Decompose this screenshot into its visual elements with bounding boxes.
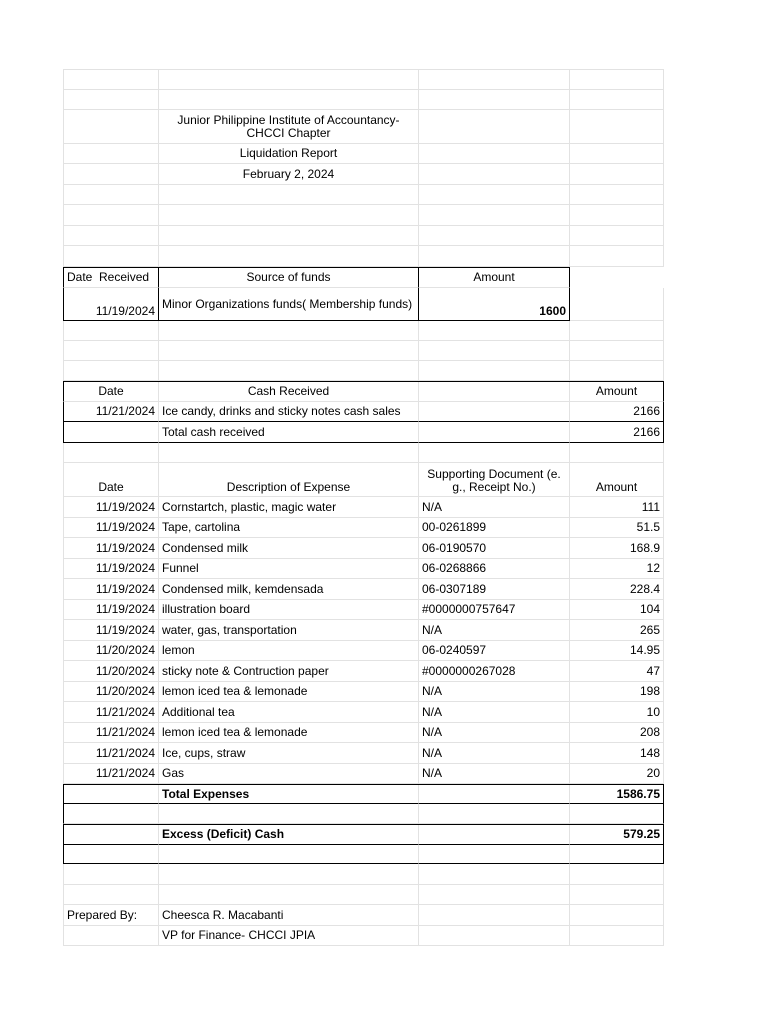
cell[interactable] <box>159 70 419 90</box>
blank-row <box>63 885 664 905</box>
cash-total-row <box>63 422 664 443</box>
expense-description[interactable]: lemon iced tea & lemonade <box>159 682 419 702</box>
cell[interactable] <box>159 226 419 246</box>
expense-document[interactable]: 06-0190570 <box>419 538 570 559</box>
excess-label[interactable]: Excess (Deficit) Cash <box>159 825 419 845</box>
cell[interactable] <box>63 90 159 110</box>
cell[interactable] <box>570 246 664 267</box>
cash-amount[interactable]: 2166 <box>570 402 664 422</box>
blank-row <box>63 804 664 824</box>
expense-document[interactable]: #0000000267028 <box>419 661 570 682</box>
cell[interactable] <box>570 885 664 905</box>
funds-header-date[interactable]: Date Received <box>63 268 159 288</box>
table-row <box>63 579 664 600</box>
cell[interactable] <box>419 845 570 864</box>
table-row <box>63 723 664 743</box>
funds-header-source[interactable]: Source of funds <box>159 268 419 288</box>
blank-row <box>63 341 664 361</box>
expense-document[interactable]: N/A <box>419 743 570 764</box>
expense-header-row <box>63 463 664 497</box>
cell[interactable] <box>419 205 570 226</box>
preparer-name[interactable]: Cheesca R. Macabanti <box>159 905 419 926</box>
expense-date[interactable]: 11/21/2024 <box>63 764 159 784</box>
cell[interactable] <box>419 443 570 463</box>
cell[interactable] <box>63 885 159 905</box>
table-row <box>63 661 664 682</box>
cell[interactable] <box>570 70 664 90</box>
title-row <box>63 144 664 164</box>
org-name[interactable] <box>159 110 419 144</box>
expense-date[interactable]: 11/21/2024 <box>63 702 159 723</box>
expense-description[interactable]: lemon iced tea & lemonade <box>159 723 419 743</box>
expense-description[interactable]: illustration board <box>159 600 419 620</box>
cell[interactable] <box>570 164 664 185</box>
cell[interactable] <box>419 185 570 205</box>
cell[interactable] <box>419 110 570 144</box>
cell[interactable] <box>159 361 419 381</box>
expense-description[interactable]: sticky note & Contruction paper <box>159 661 419 682</box>
cell[interactable] <box>159 205 419 226</box>
expense-description[interactable]: Gas <box>159 764 419 784</box>
cell[interactable] <box>419 785 570 804</box>
cell[interactable] <box>159 341 419 361</box>
cell[interactable] <box>419 864 570 885</box>
cell[interactable] <box>63 321 159 341</box>
table-row <box>63 497 664 518</box>
funds-source[interactable]: Minor Organizations funds( Membership funds) <box>159 288 419 321</box>
cell[interactable] <box>419 905 570 926</box>
blank-row <box>63 845 664 864</box>
expense-document[interactable]: 06-0268866 <box>419 559 570 579</box>
prepared-row <box>63 905 664 926</box>
expense-date[interactable]: 11/19/2024 <box>63 600 159 620</box>
expense-date[interactable]: 11/19/2024 <box>63 497 159 518</box>
cell[interactable] <box>63 443 159 463</box>
cell[interactable] <box>419 144 570 164</box>
funds-amount[interactable]: 1600 <box>419 288 570 321</box>
expense-header-amount[interactable]: Amount <box>570 463 664 497</box>
cell[interactable] <box>63 185 159 205</box>
report-date[interactable]: February 2, 2024 <box>159 164 419 185</box>
table-row <box>63 600 664 620</box>
blank-row <box>63 321 664 341</box>
expense-date[interactable]: 11/19/2024 <box>63 579 159 600</box>
blank-row <box>63 185 664 205</box>
cash-header-amount[interactable]: Amount <box>570 382 664 402</box>
position-row <box>63 926 664 946</box>
expense-date[interactable]: 11/20/2024 <box>63 641 159 661</box>
expense-amount[interactable]: 104 <box>570 600 664 620</box>
date-row <box>63 164 664 185</box>
expense-total-row <box>63 784 664 804</box>
cell[interactable] <box>570 110 664 144</box>
cell[interactable] <box>63 70 159 90</box>
cell[interactable] <box>419 402 570 422</box>
expense-description[interactable]: water, gas, transportation <box>159 620 419 641</box>
expense-document[interactable]: N/A <box>419 682 570 702</box>
preparer-position[interactable]: VP for Finance- CHCCI JPIA <box>159 926 419 946</box>
org-name-row <box>63 110 664 144</box>
cell[interactable] <box>159 845 419 864</box>
expense-date[interactable]: 11/20/2024 <box>63 661 159 682</box>
cell[interactable] <box>570 864 664 885</box>
funds-row <box>63 288 664 321</box>
cell[interactable] <box>419 926 570 946</box>
expense-total-label[interactable]: Total Expenses <box>159 785 419 804</box>
cell[interactable] <box>570 144 664 164</box>
cell[interactable] <box>63 246 159 267</box>
expense-description[interactable]: Condensed milk, kemdensada <box>159 579 419 600</box>
expense-description[interactable]: Tape, cartolina <box>159 518 419 538</box>
cash-header-date[interactable]: Date <box>63 382 159 402</box>
cash-row <box>63 402 664 422</box>
cell[interactable] <box>419 804 570 824</box>
org-name-line1: Junior Philippine Institute of Accountancy- <box>177 112 400 127</box>
expense-header-date[interactable]: Date <box>63 463 159 497</box>
excess-row <box>63 824 664 845</box>
blank-row <box>63 864 664 885</box>
cell[interactable] <box>159 321 419 341</box>
expense-amount[interactable]: 111 <box>570 497 664 518</box>
blank-row <box>63 443 664 463</box>
expense-document[interactable]: N/A <box>419 702 570 723</box>
cell[interactable] <box>419 361 570 381</box>
cell[interactable] <box>63 804 159 824</box>
expense-date[interactable]: 11/19/2024 <box>63 559 159 579</box>
cash-header-row <box>63 381 664 402</box>
cell[interactable] <box>63 205 159 226</box>
table-row <box>63 764 664 784</box>
table-row <box>63 559 664 579</box>
cell[interactable] <box>63 226 159 246</box>
expense-date[interactable]: 11/21/2024 <box>63 723 159 743</box>
funds-date[interactable]: 11/19/2024 <box>63 288 159 321</box>
cell[interactable] <box>570 226 664 246</box>
cash-description[interactable]: Ice candy, drinks and sticky notes cash sales <box>159 402 419 422</box>
blank-row <box>63 361 664 381</box>
cell[interactable] <box>63 341 159 361</box>
cell[interactable] <box>419 825 570 845</box>
expense-description[interactable]: Additional tea <box>159 702 419 723</box>
funds-header-amount[interactable]: Amount <box>419 268 570 288</box>
expense-amount[interactable]: 228.4 <box>570 579 664 600</box>
expense-document[interactable]: N/A <box>419 620 570 641</box>
expense-description[interactable]: Condensed milk <box>159 538 419 559</box>
cell[interactable] <box>159 90 419 110</box>
expense-date[interactable]: 11/20/2024 <box>63 682 159 702</box>
cell[interactable] <box>570 185 664 205</box>
cell[interactable] <box>159 246 419 267</box>
table-row <box>63 620 664 641</box>
cash-date[interactable]: 11/21/2024 <box>63 402 159 422</box>
cell[interactable] <box>570 288 664 321</box>
table-row <box>63 702 664 723</box>
cell[interactable] <box>63 825 159 845</box>
cell[interactable] <box>63 144 159 164</box>
expense-document[interactable]: N/A <box>419 723 570 743</box>
cell[interactable] <box>419 246 570 267</box>
cell[interactable] <box>570 804 664 824</box>
cell[interactable] <box>63 422 159 443</box>
expense-description[interactable]: Cornstartch, plastic, magic water <box>159 497 419 518</box>
expense-amount[interactable]: 198 <box>570 682 664 702</box>
expense-rows <box>63 497 664 784</box>
expense-header-document[interactable]: Supporting Document (e. g., Receipt No.) <box>419 463 570 497</box>
cash-total-amount[interactable]: 2166 <box>570 422 664 443</box>
cell[interactable] <box>570 443 664 463</box>
cell[interactable] <box>63 864 159 885</box>
cell[interactable] <box>419 90 570 110</box>
expense-date[interactable]: 11/19/2024 <box>63 518 159 538</box>
cell[interactable] <box>570 341 664 361</box>
org-name-line2: CHCCI Chapter <box>246 125 331 140</box>
expense-amount[interactable]: 168.9 <box>570 538 664 559</box>
cell[interactable] <box>63 164 159 185</box>
blank-row <box>63 205 664 226</box>
expense-date[interactable]: 11/19/2024 <box>63 620 159 641</box>
expense-description[interactable]: Funnel <box>159 559 419 579</box>
cell[interactable] <box>63 361 159 381</box>
expense-amount[interactable]: 10 <box>570 702 664 723</box>
expense-amount[interactable]: 12 <box>570 559 664 579</box>
cell[interactable] <box>419 422 570 443</box>
cell[interactable] <box>63 110 159 144</box>
cell[interactable] <box>570 321 664 341</box>
cash-header-received[interactable]: Cash Received <box>159 382 419 402</box>
blank-row <box>63 246 664 267</box>
expense-document[interactable]: 00-0261899 <box>419 518 570 538</box>
cell[interactable] <box>419 70 570 90</box>
expense-amount[interactable]: 208 <box>570 723 664 743</box>
cell[interactable] <box>419 341 570 361</box>
excess-amount[interactable]: 579.25 <box>570 825 664 845</box>
cell[interactable] <box>63 926 159 946</box>
expense-description[interactable]: Ice, cups, straw <box>159 743 419 764</box>
expense-document[interactable]: 06-0240597 <box>419 641 570 661</box>
liquidation-sheet <box>63 69 664 946</box>
cell[interactable] <box>159 804 419 824</box>
expense-total-amount[interactable]: 1586.75 <box>570 785 664 804</box>
expense-amount[interactable]: 51.5 <box>570 518 664 538</box>
expense-date[interactable]: 11/21/2024 <box>63 743 159 764</box>
table-row <box>63 518 664 538</box>
table-row <box>63 682 664 702</box>
expense-amount[interactable]: 148 <box>570 743 664 764</box>
cell[interactable] <box>63 845 159 864</box>
cell[interactable] <box>570 905 664 926</box>
expense-date[interactable]: 11/19/2024 <box>63 538 159 559</box>
table-row <box>63 743 664 764</box>
cell[interactable] <box>419 164 570 185</box>
cell[interactable] <box>159 443 419 463</box>
cell[interactable] <box>570 90 664 110</box>
cell[interactable] <box>419 885 570 905</box>
table-row <box>63 641 664 661</box>
expense-document[interactable]: #0000000757647 <box>419 600 570 620</box>
expense-amount[interactable]: 265 <box>570 620 664 641</box>
prepared-label[interactable]: Prepared By: <box>63 905 159 926</box>
blank-row <box>63 226 664 246</box>
expense-document[interactable]: N/A <box>419 497 570 518</box>
expense-header-description[interactable]: Description of Expense <box>159 463 419 497</box>
expense-document[interactable]: 06-0307189 <box>419 579 570 600</box>
cell[interactable] <box>570 926 664 946</box>
blank-row <box>63 69 664 90</box>
cell[interactable] <box>419 382 570 402</box>
cell[interactable] <box>570 205 664 226</box>
expense-amount[interactable]: 47 <box>570 661 664 682</box>
cell[interactable] <box>63 785 159 804</box>
expense-amount[interactable]: 14.95 <box>570 641 664 661</box>
expense-description[interactable]: lemon <box>159 641 419 661</box>
cell[interactable] <box>159 864 419 885</box>
cell[interactable] <box>419 321 570 341</box>
blank-row <box>63 90 664 110</box>
expense-amount[interactable]: 20 <box>570 764 664 784</box>
cell[interactable] <box>570 361 664 381</box>
expense-document[interactable]: N/A <box>419 764 570 784</box>
cell[interactable] <box>159 185 419 205</box>
cell[interactable] <box>419 226 570 246</box>
funds-header-row <box>63 267 570 288</box>
table-row <box>63 538 664 559</box>
cell[interactable] <box>159 885 419 905</box>
cell[interactable] <box>570 845 664 864</box>
cash-total-label[interactable]: Total cash received <box>159 422 419 443</box>
report-title[interactable]: Liquidation Report <box>159 144 419 164</box>
